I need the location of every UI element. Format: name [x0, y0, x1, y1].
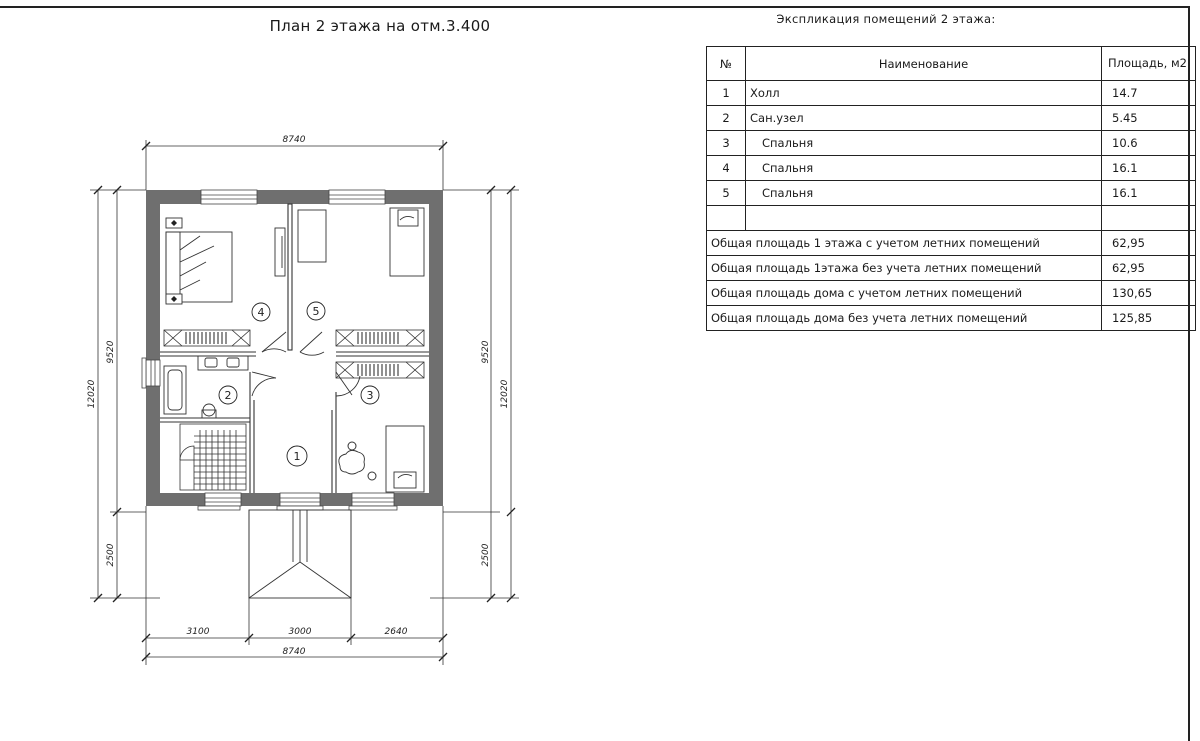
- room-marker-4: 4: [257, 306, 265, 319]
- room3-furniture: [339, 426, 424, 492]
- row-name: Спальня: [746, 131, 1102, 156]
- table-row: [707, 106, 1196, 131]
- total-row: [707, 306, 1196, 331]
- dim-bottom-total: 8740: [282, 647, 306, 657]
- dim-bottom-seg-2: 3000: [288, 627, 312, 637]
- table-row: [707, 131, 1196, 156]
- row-num: 5: [707, 181, 746, 206]
- dim-right-outer: 12020: [500, 379, 510, 409]
- table-row-empty: [707, 206, 1196, 231]
- explication-header-row: [707, 47, 1196, 81]
- total-label: Общая площадь дома без учета летних помещений: [707, 306, 1102, 331]
- header-num: №: [707, 47, 746, 81]
- header-name: Наименование: [746, 47, 1102, 81]
- wardrobes: [164, 330, 424, 378]
- row-name: Холл: [746, 81, 1102, 106]
- dim-left-outer: 12020: [87, 379, 97, 409]
- room-marker-labels: [225, 305, 374, 463]
- row-num: 3: [707, 131, 746, 156]
- row-area: 16.1: [1102, 181, 1196, 206]
- total-row: [707, 256, 1196, 281]
- room5-furniture: [298, 208, 424, 276]
- plan-title: План 2 этажа на отм.3.400: [269, 17, 491, 35]
- table-row: [707, 81, 1196, 106]
- dim-left-porch: 2500: [106, 543, 116, 567]
- dim-top-total: 8740: [282, 135, 306, 145]
- dim-right-inner: 9520: [481, 340, 491, 364]
- total-label: Общая площадь 1этажа без учета летних помещений: [707, 256, 1102, 281]
- row-name: Спальня: [746, 181, 1102, 206]
- dim-bottom-seg-1: 3100: [186, 627, 210, 637]
- staircase: [180, 424, 246, 490]
- row-area: 5.45: [1102, 106, 1196, 131]
- row-num: 2: [707, 106, 746, 131]
- dim-left-inner: 9520: [106, 340, 116, 364]
- room-marker-2: 2: [224, 389, 232, 402]
- total-value: 125,85: [1102, 306, 1196, 331]
- table-row: [707, 181, 1196, 206]
- row-area: 16.1: [1102, 156, 1196, 181]
- explication-table: [706, 46, 1196, 331]
- dim-right-porch: 2500: [481, 543, 491, 567]
- row-area: 14.7: [1102, 81, 1196, 106]
- room-marker-3: 3: [366, 389, 374, 402]
- double-bed: [166, 218, 232, 304]
- room-marker-1: 1: [293, 450, 301, 463]
- total-value: 62,95: [1102, 256, 1196, 281]
- total-label: Общая площадь 1 этажа с учетом летних помещений: [707, 231, 1102, 256]
- dim-bottom-seg-3: 2640: [384, 627, 408, 637]
- total-row: [707, 231, 1196, 256]
- doors: [252, 332, 360, 396]
- room-markers: [219, 302, 379, 466]
- windows: [146, 190, 394, 506]
- total-row: [707, 281, 1196, 306]
- total-label: Общая площадь дома с учетом летних помещений: [707, 281, 1102, 306]
- row-name: Сан.узел: [746, 106, 1102, 131]
- total-value: 62,95: [1102, 231, 1196, 256]
- row-num: 1: [707, 81, 746, 106]
- porch-roof: [249, 510, 351, 598]
- row-area: 10.6: [1102, 131, 1196, 156]
- bathroom-fixtures: [164, 356, 248, 418]
- room4-shelf: [275, 228, 285, 276]
- room-marker-5: 5: [312, 305, 320, 318]
- row-name: Спальня: [746, 156, 1102, 181]
- table-row: [707, 156, 1196, 181]
- header-area: Площадь, м2: [1102, 47, 1196, 81]
- total-value: 130,65: [1102, 281, 1196, 306]
- explication-title: Экспликация помещений 2 этажа:: [776, 12, 996, 26]
- row-num: 4: [707, 156, 746, 181]
